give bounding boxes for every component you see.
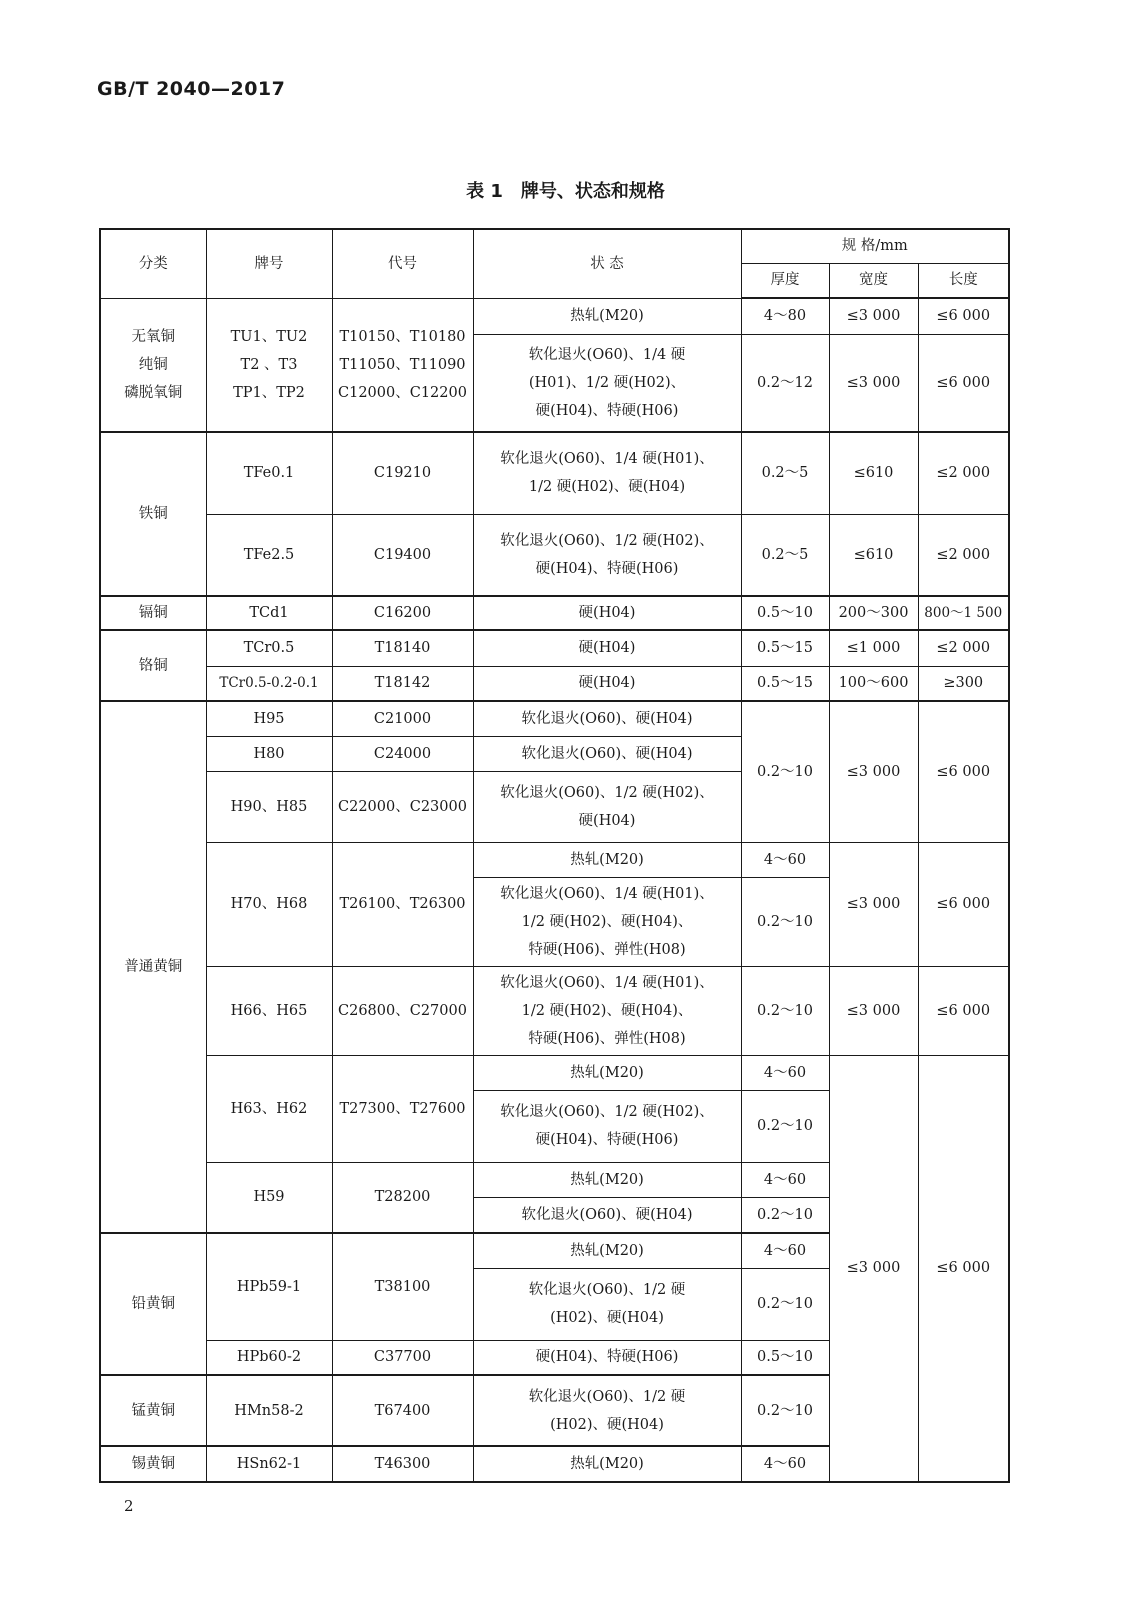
cell-text: 无氧铜 纯铜 磷脱氧铜 bbox=[124, 328, 183, 401]
cell-length: ≤2 000 bbox=[918, 432, 1009, 514]
cell-text: 软化退火(O60)、1/2 硬 (H02)、硬(H04) bbox=[528, 1388, 686, 1433]
cell-width: ≤3 000 bbox=[829, 701, 918, 842]
cell-thickness: 0.5～10 bbox=[741, 596, 829, 630]
cell-code: T18142 bbox=[332, 666, 473, 701]
cell-category bbox=[100, 298, 206, 432]
cell-thickness: 4～80 bbox=[741, 298, 829, 334]
column-header-category: 分类 bbox=[100, 229, 206, 298]
cell-code: C16200 bbox=[332, 596, 473, 630]
cell-grade: HMn58-2 bbox=[206, 1375, 332, 1446]
cell-temper bbox=[473, 1375, 741, 1446]
cell-grade: TFe0.1 bbox=[206, 432, 332, 514]
cell-category: 铬铜 bbox=[100, 630, 206, 701]
cell-thickness: 0.2～10 bbox=[741, 701, 829, 842]
cell-width: ≤3 000 bbox=[829, 966, 918, 1055]
cell-thickness: 0.2～10 bbox=[741, 877, 829, 966]
cell-thickness: 0.2～5 bbox=[741, 514, 829, 596]
cell-temper: 热轧(M20) bbox=[473, 1162, 741, 1197]
cell-temper: 硬(H04)、特硬(H06) bbox=[473, 1340, 741, 1375]
cell-thickness: 0.2～12 bbox=[741, 334, 829, 432]
cell-temper bbox=[473, 432, 741, 514]
cell-text: 软化退火(O60)、1/2 硬(H02)、 硬(H04)、特硬(H06) bbox=[500, 532, 714, 577]
cell-text: 软化退火(O60)、1/2 硬(H02)、 硬(H04) bbox=[500, 784, 714, 829]
cell-category: 铁铜 bbox=[100, 432, 206, 596]
column-header-grade: 牌号 bbox=[206, 229, 332, 298]
cell-code: C24000 bbox=[332, 736, 473, 771]
cell-text: TU1、TU2 T2 、T3 TP1、TP2 bbox=[230, 328, 308, 401]
cell-length: 800～1 500 bbox=[918, 596, 1009, 630]
cell-width: ≤3 000 bbox=[829, 842, 918, 966]
cell-grade bbox=[206, 298, 332, 432]
column-header-spec: 规 格/mm bbox=[741, 229, 1009, 263]
cell-thickness: 0.2～10 bbox=[741, 1090, 829, 1162]
cell-temper bbox=[473, 334, 741, 432]
cell-code bbox=[332, 298, 473, 432]
cell-temper bbox=[473, 514, 741, 596]
cell-temper: 硬(H04) bbox=[473, 666, 741, 701]
cell-text: 软化退火(O60)、1/4 硬(H01)、 1/2 硬(H02)、硬(H04)、 特硬(H06)、弹性(H08) bbox=[500, 974, 714, 1047]
cell-grade: H63、H62 bbox=[206, 1055, 332, 1162]
cell-temper: 软化退火(O60)、硬(H04) bbox=[473, 736, 741, 771]
cell-text: T10150、T10180 T11050、T11090 C12000、C12200 bbox=[338, 328, 467, 401]
cell-category: 锡黄铜 bbox=[100, 1446, 206, 1482]
cell-text: 软化退火(O60)、1/4 硬(H01)、 1/2 硬(H02)、硬(H04) bbox=[500, 451, 714, 496]
column-header-width: 宽度 bbox=[829, 263, 918, 298]
table-row bbox=[100, 432, 1009, 514]
cell-code: C37700 bbox=[332, 1340, 473, 1375]
cell-length: ≤6 000 bbox=[918, 334, 1009, 432]
cell-category: 镉铜 bbox=[100, 596, 206, 630]
cell-grade: H90、H85 bbox=[206, 771, 332, 842]
cell-grade: H95 bbox=[206, 701, 332, 736]
table-row bbox=[100, 298, 1009, 334]
table-row bbox=[100, 966, 1009, 1055]
cell-thickness: 4～60 bbox=[741, 842, 829, 877]
table-row bbox=[100, 1055, 1009, 1090]
cell-thickness: 4～60 bbox=[741, 1233, 829, 1268]
cell-width: 200～300 bbox=[829, 596, 918, 630]
cell-temper: 热轧(M20) bbox=[473, 1233, 741, 1268]
cell-grade: H70、H68 bbox=[206, 842, 332, 966]
cell-temper bbox=[473, 771, 741, 842]
cell-thickness: 0.5～10 bbox=[741, 1340, 829, 1375]
cell-width: ≤610 bbox=[829, 432, 918, 514]
cell-length: ≤2 000 bbox=[918, 514, 1009, 596]
table-row bbox=[100, 596, 1009, 630]
table-caption bbox=[0, 177, 1131, 203]
cell-code: T18140 bbox=[332, 630, 473, 666]
column-header-temper: 状 态 bbox=[473, 229, 741, 298]
cell-grade: H80 bbox=[206, 736, 332, 771]
cell-code: T46300 bbox=[332, 1446, 473, 1482]
table-row bbox=[100, 630, 1009, 666]
cell-grade: TCr0.5 bbox=[206, 630, 332, 666]
cell-width: ≤1 000 bbox=[829, 630, 918, 666]
cell-thickness: 0.5～15 bbox=[741, 666, 829, 701]
cell-width: ≤3 000 bbox=[829, 298, 918, 334]
table-row bbox=[100, 514, 1009, 596]
cell-temper bbox=[473, 1090, 741, 1162]
table-row bbox=[100, 701, 1009, 736]
cell-code: C21000 bbox=[332, 701, 473, 736]
cell-length: ≤6 000 bbox=[918, 701, 1009, 842]
cell-temper: 软化退火(O60)、硬(H04) bbox=[473, 1197, 741, 1233]
cell-width: ≤3 000 bbox=[829, 334, 918, 432]
cell-code: C22000、C23000 bbox=[332, 771, 473, 842]
column-header-length: 长度 bbox=[918, 263, 1009, 298]
column-header-thickness: 厚度 bbox=[741, 263, 829, 298]
cell-temper: 软化退火(O60)、硬(H04) bbox=[473, 701, 741, 736]
cell-thickness: 0.2～10 bbox=[741, 1375, 829, 1446]
cell-thickness: 0.5～15 bbox=[741, 630, 829, 666]
cell-code: T26100、T26300 bbox=[332, 842, 473, 966]
cell-length: ≤2 000 bbox=[918, 630, 1009, 666]
cell-temper: 硬(H04) bbox=[473, 596, 741, 630]
cell-text: 软化退火(O60)、1/2 硬(H02)、 硬(H04)、特硬(H06) bbox=[500, 1104, 714, 1148]
standard-code: GB/T 2040—2017 bbox=[97, 78, 286, 100]
cell-thickness: 0.2～10 bbox=[741, 966, 829, 1055]
cell-thickness: 0.2～10 bbox=[741, 1197, 829, 1233]
page-number: 2 bbox=[124, 1497, 134, 1515]
cell-text: 软化退火(O60)、1/4 硬(H01)、 1/2 硬(H02)、硬(H04)、 特硬(H06)、弹性(H08) bbox=[500, 885, 714, 958]
cell-length: ≤6 000 bbox=[918, 1055, 1009, 1482]
cell-grade: HPb59-1 bbox=[206, 1233, 332, 1340]
cell-length: ≥300 bbox=[918, 666, 1009, 701]
cell-width: 100～600 bbox=[829, 666, 918, 701]
cell-thickness: 4～60 bbox=[741, 1162, 829, 1197]
cell-length: ≤6 000 bbox=[918, 842, 1009, 966]
cell-thickness: 4～60 bbox=[741, 1055, 829, 1090]
cell-code: T27300、T27600 bbox=[332, 1055, 473, 1162]
cell-temper bbox=[473, 1268, 741, 1340]
cell-code: T38100 bbox=[332, 1233, 473, 1340]
cell-text: 软化退火(O60)、1/2 硬 (H02)、硬(H04) bbox=[528, 1282, 686, 1326]
cell-grade: H66、H65 bbox=[206, 966, 332, 1055]
cell-grade: HSn62-1 bbox=[206, 1446, 332, 1482]
cell-category: 锰黄铜 bbox=[100, 1375, 206, 1446]
cell-category: 普通黄铜 bbox=[100, 701, 206, 1233]
grade-temper-spec-table bbox=[99, 228, 1010, 1483]
cell-code: C19400 bbox=[332, 514, 473, 596]
cell-temper bbox=[473, 966, 741, 1055]
cell-thickness: 0.2～5 bbox=[741, 432, 829, 514]
cell-category: 铅黄铜 bbox=[100, 1233, 206, 1375]
cell-width: ≤3 000 bbox=[829, 1055, 918, 1482]
cell-code: T67400 bbox=[332, 1375, 473, 1446]
cell-grade: TFe2.5 bbox=[206, 514, 332, 596]
table-row bbox=[100, 842, 1009, 877]
column-header-code: 代号 bbox=[332, 229, 473, 298]
cell-thickness: 0.2～10 bbox=[741, 1268, 829, 1340]
cell-grade: HPb60-2 bbox=[206, 1340, 332, 1375]
cell-temper: 热轧(M20) bbox=[473, 842, 741, 877]
cell-temper: 热轧(M20) bbox=[473, 1446, 741, 1482]
cell-width: ≤610 bbox=[829, 514, 918, 596]
table-number: 表 1 bbox=[466, 181, 503, 202]
cell-text: 软化退火(O60)、1/4 硬 (H01)、1/2 硬(H02)、 硬(H04)、特硬(H06) bbox=[528, 346, 686, 419]
cell-code: C19210 bbox=[332, 432, 473, 514]
cell-grade: H59 bbox=[206, 1162, 332, 1233]
cell-temper: 硬(H04) bbox=[473, 630, 741, 666]
cell-grade: TCr0.5-0.2-0.1 bbox=[206, 666, 332, 701]
table-row bbox=[100, 666, 1009, 701]
cell-code: C26800、C27000 bbox=[332, 966, 473, 1055]
cell-temper: 热轧(M20) bbox=[473, 1055, 741, 1090]
cell-grade: TCd1 bbox=[206, 596, 332, 630]
cell-code: T28200 bbox=[332, 1162, 473, 1233]
cell-temper bbox=[473, 877, 741, 966]
cell-thickness: 4～60 bbox=[741, 1446, 829, 1482]
cell-length: ≤6 000 bbox=[918, 966, 1009, 1055]
cell-temper: 热轧(M20) bbox=[473, 298, 741, 334]
table-title: 牌号、状态和规格 bbox=[520, 181, 665, 202]
cell-length: ≤6 000 bbox=[918, 298, 1009, 334]
